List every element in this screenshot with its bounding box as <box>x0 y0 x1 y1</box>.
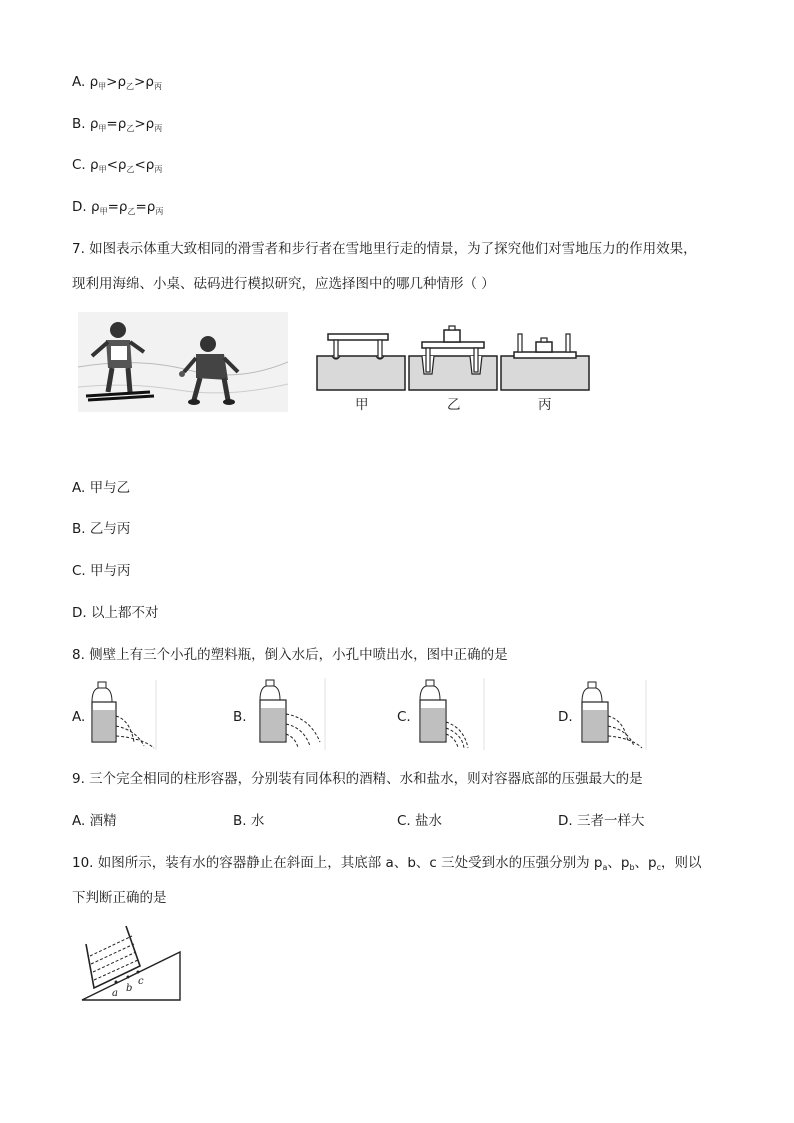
q7-stem-line1: 7. 如图表示体重大致相同的滑雪者和步行者在雪地里行走的情景，为了探究他们对雪地压力的作用效果， <box>72 241 697 257</box>
q8-stem: 8. 侧壁上有三个小孔的塑料瓶，倒入水后，小孔中喷出水，图中正确的是 <box>72 647 508 663</box>
fig-label-jia: 甲 <box>355 397 369 413</box>
q6-option-c: C. $\rho_甲<\rho_乙<\rho_丙$ <box>72 157 163 174</box>
sponge-diagram-yi <box>409 326 497 390</box>
skier-walker-illustration <box>78 312 288 412</box>
q7-option-c: C. 甲与丙 <box>72 563 131 579</box>
sponge-diagram-jia <box>317 334 405 390</box>
q7-option-a: A. 甲与乙 <box>72 480 131 496</box>
q7-option-b: B. 乙与丙 <box>72 521 131 537</box>
point-label-a: a <box>112 988 118 999</box>
q7-stem-line2: 现利用海绵、小桌、砝码进行模拟研究，应选择图中的哪几种情形（ ） <box>72 276 495 292</box>
point-label-b: b <box>126 983 133 994</box>
q8-option-d-label: D. <box>558 709 573 725</box>
q9-option-d: D. 三者一样大 <box>558 813 645 829</box>
fig-label-bing: 丙 <box>538 397 552 413</box>
bottle-diagram-a <box>86 680 158 750</box>
q8-option-c-label: C. <box>397 709 411 725</box>
q9-option-b: B. 水 <box>233 813 265 829</box>
q6-option-a: A. $\rho_甲>\rho_乙>\rho_丙$ <box>72 74 162 91</box>
sponge-diagram-bing <box>501 334 589 390</box>
q10-stem-line1: 10. 如图所示，装有水的容器静止在斜面上，其底部 a、b、c 三处受到水的压强分别为 $p_a$、$p_b$、$p_c$，则以 <box>72 855 702 872</box>
slope-container-diagram <box>80 922 184 1002</box>
q9-option-c: C. 盐水 <box>397 813 443 829</box>
q9-option-a: A. 酒精 <box>72 813 117 829</box>
q10-stem-line2: 下判断正确的是 <box>72 890 167 906</box>
q7-option-d: D. 以上都不对 <box>72 605 159 621</box>
fig-label-yi: 乙 <box>447 397 461 413</box>
q8-option-a-label: A. <box>72 709 86 725</box>
q6-option-d: D. $\rho_甲=\rho_乙=\rho_丙$ <box>72 199 164 216</box>
bottle-diagram-c <box>414 678 486 750</box>
point-label-c: c <box>138 976 144 987</box>
bottle-diagram-b <box>252 678 327 750</box>
q6-option-b: B. $\rho_甲=\rho_乙>\rho_丙$ <box>72 116 163 133</box>
q8-option-b-label: B. <box>233 709 247 725</box>
bottle-diagram-d <box>576 680 648 750</box>
q9-stem: 9. 三个完全相同的柱形容器，分别装有同体积的酒精、水和盐水，则对容器底部的压强最大的是 <box>72 771 643 787</box>
